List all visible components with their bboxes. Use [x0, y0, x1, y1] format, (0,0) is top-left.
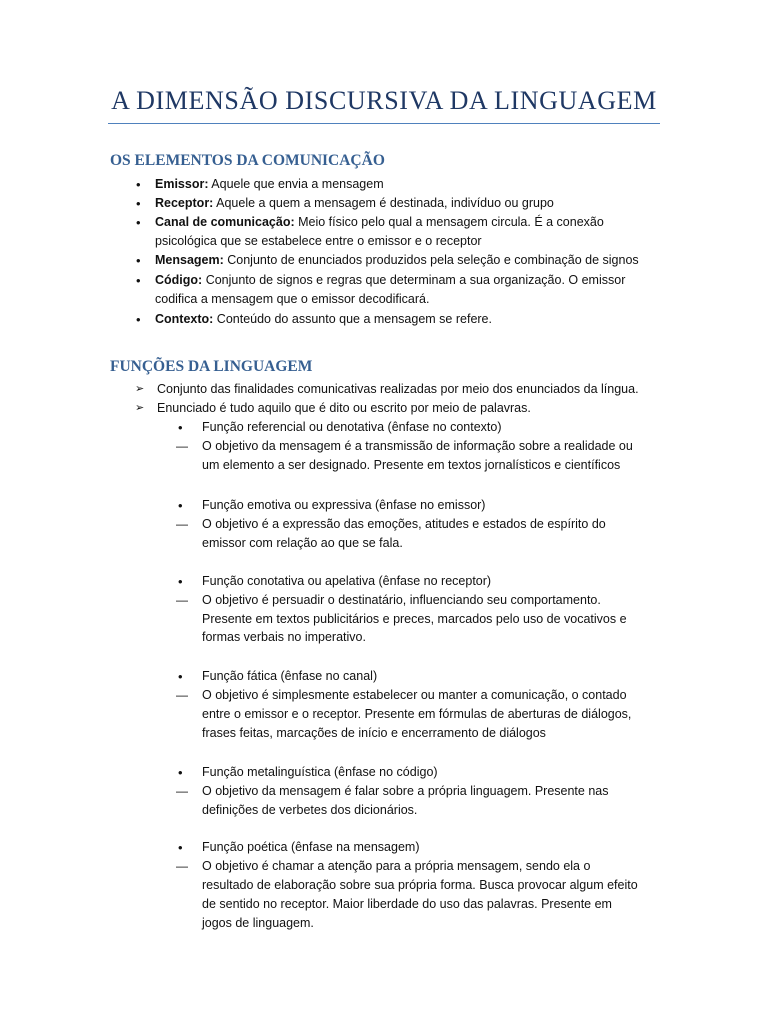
function-description: um elemento a ser designado. Presente em textos jornalísticos e científicos	[202, 458, 621, 472]
dash-icon: ―	[176, 688, 188, 702]
list-item-continuation: psicológica que se estabelece entre o emissor e o receptor	[155, 234, 482, 248]
list-item: Código: Conjunto de signos e regras que determinam a sua organização. O emissor	[155, 273, 626, 287]
arrow-list-item: Enunciado é tudo aquilo que é dito ou escrito por meio de palavras.	[157, 401, 531, 415]
function-name: Função poética (ênfase na mensagem)	[202, 840, 420, 854]
function-description: formas verbais no imperativo.	[202, 630, 366, 644]
arrow-bullet-icon: ➢	[135, 383, 145, 395]
dash-icon: ―	[176, 439, 188, 453]
section-heading-functions: FUNÇÕES DA LINGUAGEM	[110, 358, 313, 375]
arrow-list-item: Conjunto das finalidades comunicativas realizadas por meio dos enunciados da língua.	[157, 382, 639, 396]
function-description: O objetivo é simplesmente estabelecer ou manter a comunicação, o contado	[202, 688, 627, 702]
list-item: Canal de comunicação: Meio físico pelo qual a mensagem circula. É a conexão	[155, 215, 604, 229]
bullet-icon: •	[178, 765, 183, 780]
bullet-icon: •	[136, 312, 141, 327]
bullet-icon: •	[178, 498, 183, 513]
function-name: Função fática (ênfase no canal)	[202, 669, 378, 683]
function-description: O objetivo da mensagem é a transmissão de informação sobre a realidade ou	[202, 439, 633, 453]
function-description: O objetivo é persuadir o destinatário, influenciando seu comportamento.	[202, 593, 601, 607]
function-description: Presente em textos publicitários e preces, marcados pelo uso de vocativos e	[202, 612, 627, 626]
title-underline	[108, 123, 660, 124]
bullet-icon: •	[178, 840, 183, 855]
bullet-icon: •	[136, 253, 141, 268]
function-name: Função referencial ou denotativa (ênfase no contexto)	[202, 420, 502, 434]
bullet-icon: •	[136, 177, 141, 192]
list-item: Contexto: Conteúdo do assunto que a mensagem se refere.	[155, 312, 492, 326]
bullet-icon: •	[178, 420, 183, 435]
bullet-icon: •	[136, 215, 141, 230]
function-description: emissor com relação ao que se fala.	[202, 536, 403, 550]
function-description: definições de verbetes dos dicionários.	[202, 803, 418, 817]
function-description: jogos de linguagem.	[202, 916, 314, 930]
function-name: Função conotativa ou apelativa (ênfase no receptor)	[202, 574, 492, 588]
function-description: O objetivo é a expressão das emoções, atitudes e estados de espírito do	[202, 517, 606, 531]
bullet-icon: •	[178, 669, 183, 684]
bullet-icon: •	[178, 574, 183, 589]
function-description: O objetivo da mensagem é falar sobre a própria linguagem. Presente nas	[202, 784, 609, 798]
arrow-bullet-icon: ➢	[135, 402, 145, 414]
list-item: Receptor: Aquele a quem a mensagem é destinada, indivíduo ou grupo	[155, 196, 554, 210]
function-name: Função emotiva ou expressiva (ênfase no emissor)	[202, 498, 486, 512]
list-item-continuation: codifica a mensagem que o emissor decodificará.	[155, 292, 430, 306]
list-item: Mensagem: Conjunto de enunciados produzidos pela seleção e combinação de signos	[155, 253, 639, 267]
list-item: Emissor: Aquele que envia a mensagem	[155, 177, 384, 191]
section-heading-elements: OS ELEMENTOS DA COMUNICAÇÃO	[110, 152, 385, 169]
function-description: O objetivo é chamar a atenção para a própria mensagem, sendo ela o	[202, 859, 591, 873]
function-description: frases feitas, marcações de início e encerramento de diálogos	[202, 726, 546, 740]
function-description: resultado de elaboração sobre sua própria forma. Busca provocar algum efeito	[202, 878, 638, 892]
function-name: Função metalinguística (ênfase no código)	[202, 765, 438, 779]
function-description: de sentido no receptor. Maior liberdade do uso das palavras. Presente em	[202, 897, 612, 911]
bullet-icon: •	[136, 273, 141, 288]
dash-icon: ―	[176, 859, 188, 873]
dash-icon: ―	[176, 593, 188, 607]
document-title: A DIMENSÃO DISCURSIVA DA LINGUAGEM	[111, 86, 657, 115]
dash-icon: ―	[176, 517, 188, 531]
dash-icon: ―	[176, 784, 188, 798]
function-description: entre o emissor e o receptor. Presente em fórmulas de aberturas de diálogos,	[202, 707, 632, 721]
bullet-icon: •	[136, 196, 141, 211]
